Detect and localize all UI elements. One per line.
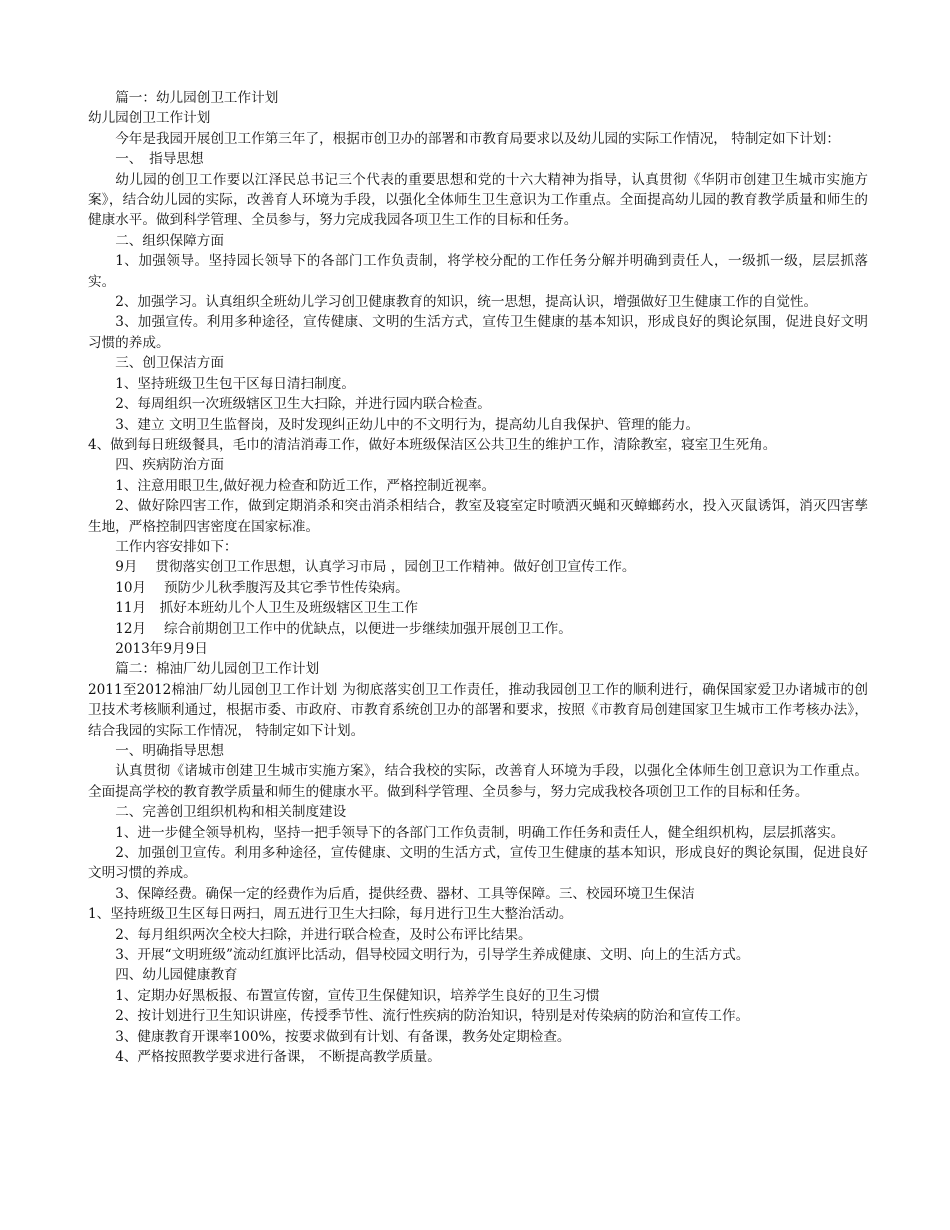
doc-paragraph: 幼儿园创卫工作计划 bbox=[88, 110, 211, 127]
doc-paragraph: 4、严格按照教学要求进行备课， 不断提高教学质量。 bbox=[115, 1049, 441, 1066]
doc-paragraph: 3、保障经费。确保一定的经费作为后盾，提供经费、器材、工具等保障。三、校园环境卫生保洁 bbox=[115, 885, 695, 902]
doc-paragraph: 幼儿园的创卫工作要以江泽民总书记三个代表的重要思想和党的十六大精神为指导，认真贯彻《华阴市创建卫生城市实施方案》，结合幼儿园的实际，改善育人环境为手段，以强化全体师生卫生意识为工作重点。全面提高幼儿园的教育教学质量和师生的健康水平。做到科学管理、全员参与，努力完成我园各项卫生工作的目标和任务。 bbox=[88, 171, 868, 229]
section-heading: 三、创卫保洁方面 bbox=[115, 355, 224, 372]
doc-paragraph: 3、开展“文明班级”流动红旗评比活动，倡导校园文明行为，引导学生养成健康、文明、向上的生活方式。 bbox=[115, 947, 750, 964]
doc-paragraph: 2、每周组织一次班级辖区卫生大扫除，并进行园内联合检查。 bbox=[115, 396, 491, 413]
doc-paragraph: 今年是我园开展创卫工作第三年了，根据市创卫办的部署和市教育局要求以及幼儿园的实际工作情况， 特制定如下计划： bbox=[115, 130, 840, 147]
section-heading: 一、明确指导思想 bbox=[115, 743, 224, 759]
section-heading: 二、组织保障方面 bbox=[115, 232, 224, 249]
doc-paragraph: 篇二：棉油厂幼儿园创卫工作计划 bbox=[115, 661, 320, 678]
doc-paragraph: 2、加强创卫宣传。利用多种途径，宣传健康、文明的生活方式，宣传卫生健康的基本知识，形成良好的舆论氛围，促进良好文明习惯的养成。 bbox=[88, 845, 868, 882]
schedule-item: 12月 综合前期创卫工作中的优缺点，以便进一步继续加强开展创卫工作。 bbox=[115, 620, 572, 637]
schedule-item: 9月 贯彻落实创卫工作思想，认真学习市局 ，园创卫工作精神。做好创卫宣传工作。 bbox=[115, 559, 636, 576]
section-heading: 二、完善创卫组织机构和相关制度建设 bbox=[115, 804, 347, 821]
doc-paragraph: 篇一：幼儿园创卫工作计划 bbox=[115, 90, 279, 106]
doc-paragraph: 3、建立 文明卫生监督岗，及时发现纠正幼儿中的不文明行为，提高幼儿自我保护、管理的能力。 bbox=[115, 416, 700, 433]
section-heading: 一、 指导思想 bbox=[115, 151, 204, 168]
doc-paragraph: 3、健康教育开课率100%，按要求做到有计划、有备课，教务处定期检查。 bbox=[115, 1028, 571, 1045]
doc-paragraph: 工作内容安排如下： bbox=[115, 538, 238, 555]
doc-paragraph: 1、进一步健全领导机构，坚持一把手领导下的各部门工作负责制，明确工作任务和责任人，健全组织机构，层层抓落实。 bbox=[115, 824, 845, 841]
doc-paragraph: 3、加强宣传。利用多种途径，宣传健康、文明的生活方式，宣传卫生健康的基本知识，形成良好的舆论氛围，促进良好文明习惯的养成。 bbox=[88, 314, 868, 351]
doc-paragraph: 1、坚持班级卫生包干区每日清扫制度。 bbox=[115, 375, 355, 392]
section-heading: 四、疾病防治方面 bbox=[115, 457, 224, 474]
doc-paragraph: 1、加强领导。坚持园长领导下的各部门工作负责制，将学校分配的工作任务分解并明确到责任人，一级抓一级，层层抓落实。 bbox=[88, 253, 868, 290]
doc-date: 2013年9月9日 bbox=[115, 640, 208, 657]
doc-paragraph: 2、按计划进行卫生知识讲座，传授季节性、流行性疾病的防治知识，特别是对传染病的防治和宣传工作。 bbox=[115, 1008, 750, 1025]
doc-paragraph: 1、坚持班级卫生区每日两扫，周五进行卫生大扫除，每月进行卫生大整治活动。 bbox=[88, 906, 573, 923]
schedule-item: 10月 预防少儿秋季腹泻及其它季节性传染病。 bbox=[115, 579, 409, 596]
doc-paragraph: 1、定期办好黑板报、布置宣传窗，宣传卫生保健知识，培养学生良好的卫生习惯 bbox=[115, 987, 600, 1004]
schedule-item: 11月 抓好本班幼儿个人卫生及班级辖区卫生工作 bbox=[115, 600, 418, 617]
doc-paragraph: 2、加强学习。认真组织全班幼儿学习创卫健康教育的知识，统一思想，提高认识，增强做好卫生健康工作的自觉性。 bbox=[115, 294, 818, 311]
document-body bbox=[88, 88, 868, 1068]
doc-paragraph: 1、注意用眼卫生,做好视力检查和防近工作，严格控制近视率。 bbox=[115, 477, 496, 494]
doc-paragraph: 2、做好除四害工作，做到定期消杀和突击消杀相结合，教室及寝室定时喷洒灭蝇和灭蟑螂药水，投入灭鼠诱饵，消灭四害孳生地，严格控制四害密度在国家标准。 bbox=[88, 498, 868, 535]
doc-paragraph: 认真贯彻《诸城市创建卫生城市实施方案》，结合我校的实际，改善育人环境为手段，以强化全体师生创卫意识为工作重点。全面提高学校的教育教学质量和师生的健康水平。做到科学管理、全员参与，努力完成我校各项创卫工作的目标和任务。 bbox=[88, 763, 868, 800]
section-heading: 四、幼儿园健康教育 bbox=[115, 967, 238, 984]
doc-paragraph: 4、做到每日班级餐具，毛巾的清洁消毒工作，做好本班级保洁区公共卫生的维护工作，清除教室，寝室卫生死角。 bbox=[88, 436, 777, 453]
doc-paragraph: 2011至2012棉油厂幼儿园创卫工作计划 为彻底落实创卫工作责任，推动我园创卫工作的顺利进行，确保国家爱卫办诸城市的创卫技术考核顺利通过，根据市委、市政府、市教育系统创卫办的部署和要求，按照《市教育局创建国家卫生城市工作考核办法》，结合我园的实际工作情况， 特制定如下计划。 bbox=[88, 681, 868, 739]
doc-paragraph: 2、每月组织两次全校大扫除，并进行联合检查，及时公布评比结果。 bbox=[115, 926, 532, 943]
